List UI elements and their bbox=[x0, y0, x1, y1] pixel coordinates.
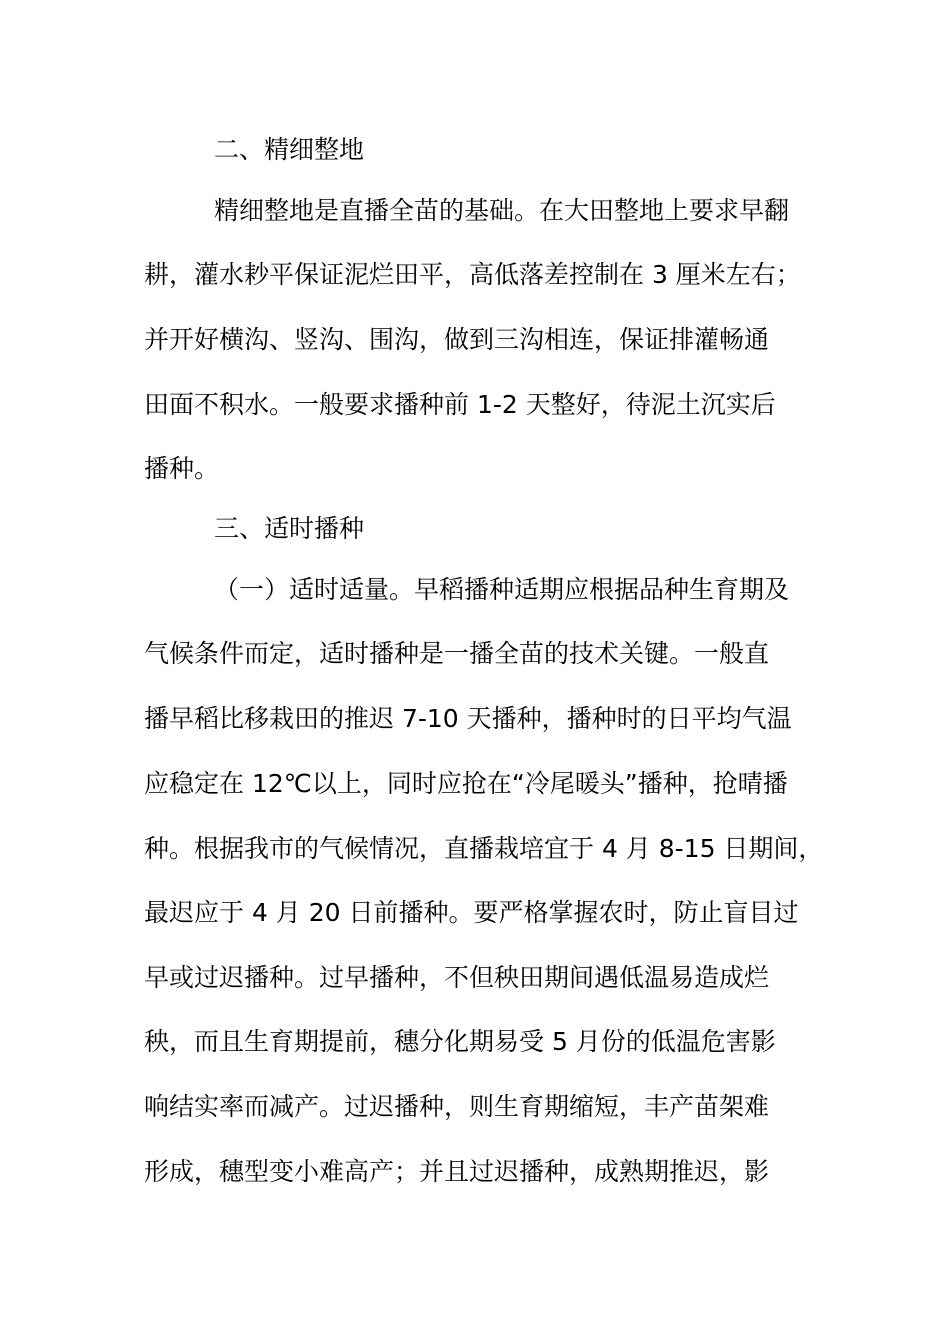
paragraph-line: 最迟应于 4 月 20 日前播种。要严格掌握农时，防止盲目过 bbox=[144, 898, 799, 927]
section-heading-land-preparation: 二、精细整地 bbox=[214, 135, 365, 164]
paragraph-line: 田面不积水。一般要求播种前 1-2 天整好，待泥土沉实后 bbox=[144, 390, 776, 419]
paragraph-line: 应稳定在 12℃以上，同时应抢在“冷尾暖头”播种，抢晴播 bbox=[144, 769, 788, 798]
paragraph-line: 响结实率而减产。过迟播种，则生育期缩短，丰产苗架难 bbox=[144, 1092, 770, 1121]
paragraph-line: （一）适时适量。早稻播种适期应根据品种生育期及 bbox=[214, 575, 790, 604]
paragraph-line: 种。根据我市的气候情况，直播栽培宜于 4 月 8-15 日期间， bbox=[144, 834, 824, 863]
paragraph-line: 形成，穗型变小难高产；并且过迟播种，成熟期推迟，影 bbox=[144, 1157, 770, 1186]
paragraph-line: 秧，而且生育期提前，穗分化期易受 5 月份的低温危害影 bbox=[144, 1027, 776, 1056]
paragraph-line: 气候条件而定，适时播种是一播全苗的技术关键。一般直 bbox=[144, 639, 770, 668]
paragraph-line: 精细整地是直播全苗的基础。在大田整地上要求早翻 bbox=[214, 196, 790, 225]
paragraph-line: 早或过迟播种。过早播种，不但秧田期间遇低温易造成烂 bbox=[144, 963, 770, 992]
paragraph-line: 播种。 bbox=[144, 454, 220, 483]
paragraph-line: 播早稻比移栽田的推迟 7-10 天播种，播种时的日平均气温 bbox=[144, 704, 792, 733]
paragraph-line: 并开好横沟、竖沟、围沟，做到三沟相连，保证排灌畅通 bbox=[144, 325, 770, 354]
section-heading-timely-sowing: 三、适时播种 bbox=[214, 514, 365, 543]
paragraph-line: 耕，灌水耖平保证泥烂田平，高低落差控制在 3 厘米左右； bbox=[144, 260, 801, 289]
